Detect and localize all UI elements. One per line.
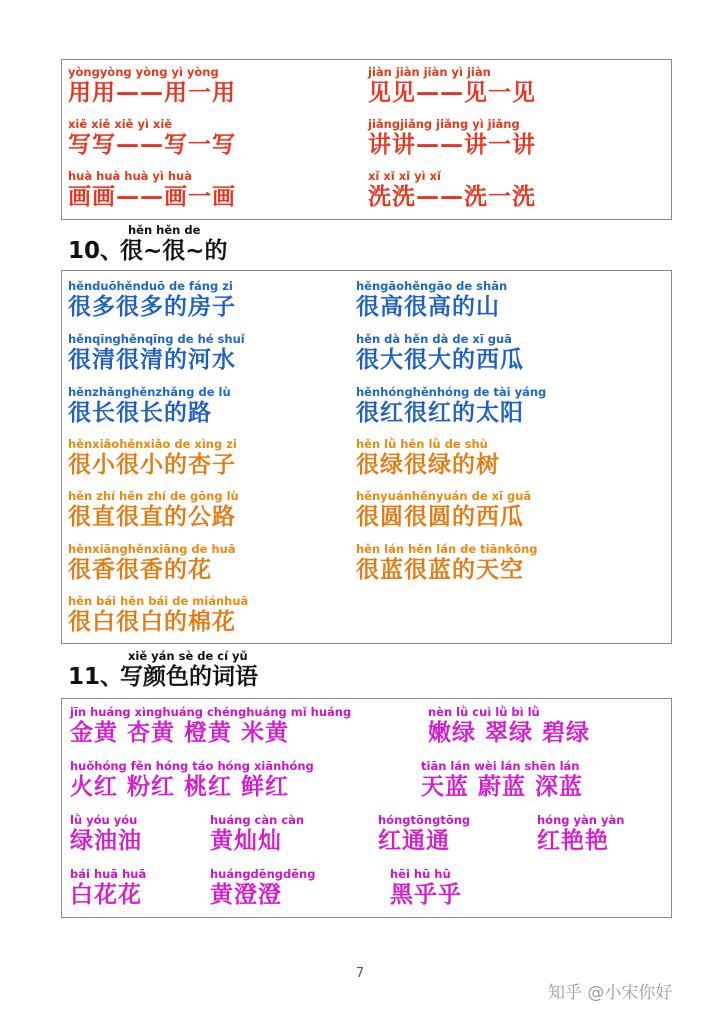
- phrase-item: [390, 868, 462, 909]
- hanzi: 火红 粉红 桃红 鲜红: [70, 774, 290, 800]
- phrase-item: [70, 706, 351, 747]
- hanzi: 很圆很圆的西瓜: [356, 504, 524, 530]
- pinyin: huáng càn càn: [210, 813, 305, 827]
- phrase-item: [68, 386, 231, 427]
- hanzi: 很香很香的花: [68, 557, 212, 583]
- phrase-item: [356, 490, 531, 531]
- hanzi: 很绿很绿的树: [356, 452, 500, 478]
- pinyin: hěnyuánhěnyuán de xī guā: [356, 489, 532, 503]
- phrase-item: [68, 118, 236, 159]
- hanzi: 洗洗——洗一洗: [368, 184, 536, 210]
- phrase-item: [68, 280, 236, 321]
- pinyin: nèn lǜ cuì lǜ bì lǜ: [428, 705, 540, 719]
- hanzi: 红通通: [378, 828, 450, 854]
- phrase-item: [210, 868, 315, 909]
- phrase-item: [68, 490, 239, 531]
- hanzi: 很多很多的房子: [68, 294, 236, 320]
- section11-title: 写颜色的词语: [120, 664, 258, 690]
- phrase-item: [70, 868, 146, 909]
- pinyin: jiǎngjiǎng jiǎng yì jiǎng: [368, 117, 520, 131]
- pinyin: lǜ yóu yóu: [70, 813, 138, 827]
- phrase-item: [537, 814, 624, 855]
- hanzi: 很大很大的西瓜: [356, 347, 524, 373]
- page-number: 7: [355, 966, 365, 981]
- phrase-item: [210, 814, 304, 855]
- phrase-item: [428, 706, 590, 747]
- hanzi: 很白很白的棉花: [68, 609, 236, 635]
- pinyin: bái huā huā: [70, 867, 147, 881]
- hanzi: 黄灿灿: [210, 828, 282, 854]
- pinyin: hěnxiānghěnxiāng de huā: [68, 542, 236, 556]
- pinyin: jiàn jiàn jiàn yì jiàn: [368, 65, 491, 79]
- hanzi: 红艳艳: [537, 828, 609, 854]
- pinyin: hóngtōngtōng: [378, 813, 471, 827]
- phrase-item: [356, 280, 507, 321]
- pinyin: huǒhóng fěn hóng táo hóng xiānhóng: [70, 759, 314, 773]
- phrase-item: [70, 814, 142, 855]
- pinyin: huángdēngdēng: [210, 867, 316, 881]
- hanzi: 很小很小的杏子: [68, 452, 236, 478]
- hanzi: 金黄 杏黄 橙黄 米黄: [70, 720, 290, 746]
- phrase-item: [368, 66, 536, 107]
- phrase-item: [68, 543, 236, 584]
- phrase-item: [421, 760, 583, 801]
- section10-title: 很~很~的: [120, 238, 228, 264]
- hanzi: 很长很长的路: [68, 400, 212, 426]
- hanzi: 天蓝 蔚蓝 深蓝: [421, 774, 584, 800]
- phrase-item: [378, 814, 470, 855]
- phrase-item: [68, 333, 245, 374]
- hanzi: 绿油油: [70, 828, 142, 854]
- pinyin: jīn huáng xìnghuáng chénghuáng mǐ huáng: [70, 705, 352, 719]
- pinyin: hěngāohěngāo de shān: [356, 279, 508, 293]
- hanzi: 用用——用一用: [68, 80, 236, 106]
- section11-number: 11、: [68, 664, 124, 690]
- pinyin: hēi hū hū: [390, 867, 451, 881]
- hanzi: 画画——画一画: [68, 184, 236, 210]
- phrase-item: [356, 386, 546, 427]
- phrase-item: [368, 118, 536, 159]
- hanzi: 很蓝很蓝的天空: [356, 557, 524, 583]
- pinyin: hěn lǜ hěn lǜ de shù: [356, 437, 488, 451]
- section10-number: 10、: [68, 238, 124, 264]
- pinyin: hěnxiǎohěnxiǎo de xìng zi: [68, 437, 237, 451]
- section11-title-pinyin: xiě yán sè de cí yǔ: [128, 649, 248, 663]
- hanzi: 写写——写一写: [68, 132, 236, 158]
- section10-title-pinyin: hěn hěn de: [128, 223, 201, 237]
- hanzi: 见见——见一见: [368, 80, 536, 106]
- pinyin: xǐ xǐ xǐ yì xǐ: [368, 169, 441, 183]
- phrase-item: [68, 595, 248, 636]
- phrase-item: [356, 333, 524, 374]
- watermark: 知乎 @小宋你好: [548, 983, 673, 1003]
- pinyin: yòngyòng yòng yì yòng: [68, 65, 219, 79]
- hanzi: 嫩绿 翠绿 碧绿: [428, 720, 591, 746]
- pinyin: hěn zhí hěn zhí de gōng lù: [68, 489, 239, 503]
- phrase-item: [68, 170, 236, 211]
- pinyin: xiě xiě xiě yì xiě: [68, 117, 173, 131]
- phrase-item: [368, 170, 536, 211]
- pinyin: hěn lán hěn lán de tiānkōng: [356, 542, 538, 556]
- phrase-item: [70, 760, 314, 801]
- hanzi: 很高很高的山: [356, 294, 500, 320]
- pinyin: hěnhónghěnhóng de tài yáng: [356, 385, 547, 399]
- pinyin: tiān lán wèi lán shēn lán: [421, 759, 580, 773]
- phrase-item: [68, 438, 237, 479]
- pinyin: hěn dà hěn dà de xī guā: [356, 332, 512, 346]
- hanzi: 黄澄澄: [210, 882, 282, 908]
- hanzi: 很红很红的太阳: [356, 400, 524, 426]
- hanzi: 很清很清的河水: [68, 347, 236, 373]
- phrase-item: [356, 543, 538, 584]
- pinyin: hěn bái hěn bái de miánhuā: [68, 594, 249, 608]
- phrase-item: [356, 438, 500, 479]
- hanzi: 黑乎乎: [390, 882, 462, 908]
- phrase-item: [68, 66, 236, 107]
- pinyin: hěnqīnghěnqīng de hé shuǐ: [68, 332, 245, 346]
- pinyin: hěnduōhěnduō de fáng zi: [68, 279, 233, 293]
- pinyin: hěnzhǎnghěnzhǎng de lù: [68, 385, 231, 399]
- hanzi: 很直很直的公路: [68, 504, 236, 530]
- hanzi: 讲讲——讲一讲: [368, 132, 536, 158]
- pinyin: huà huà huà yì huà: [68, 169, 192, 183]
- hanzi: 白花花: [70, 882, 142, 908]
- pinyin: hóng yàn yàn: [537, 813, 625, 827]
